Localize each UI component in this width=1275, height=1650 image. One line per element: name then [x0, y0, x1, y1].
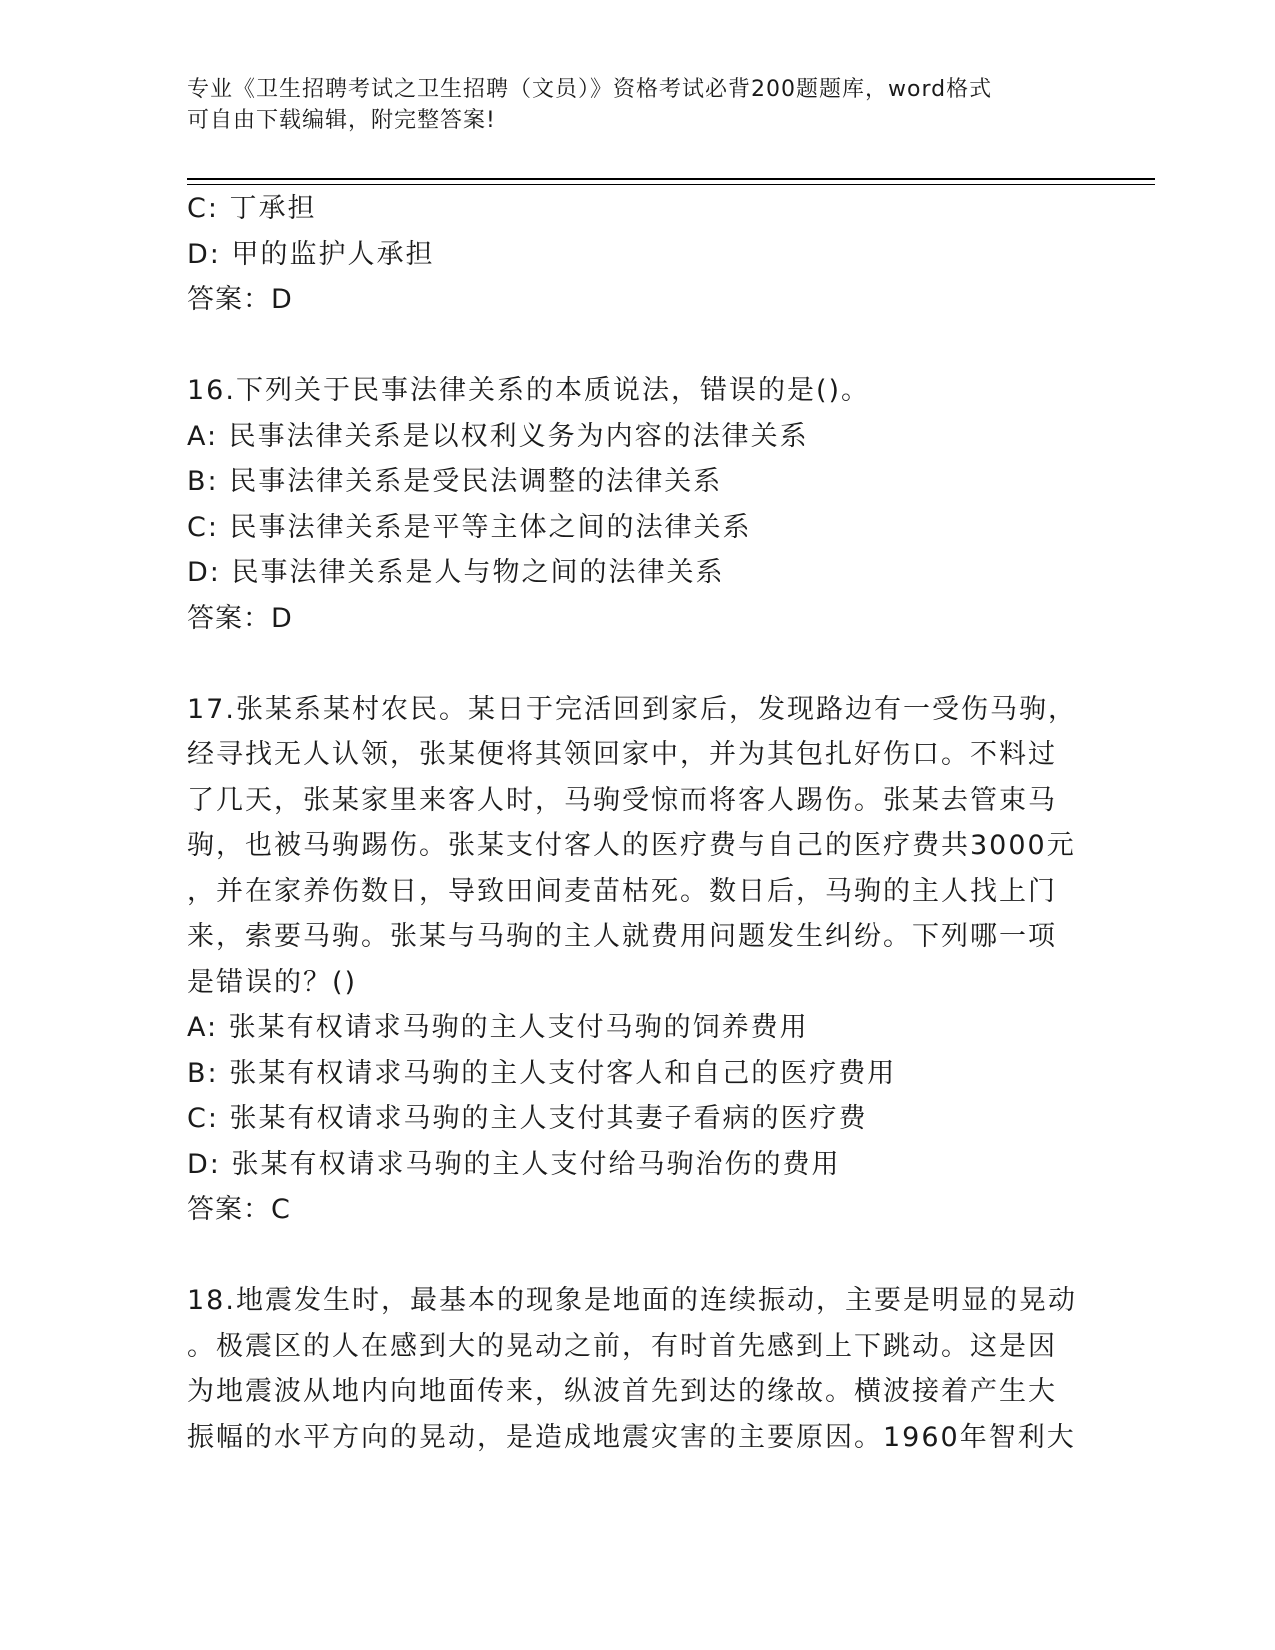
answer: 答案：D	[187, 602, 293, 634]
question-text: 18.地震发生时，最基本的现象是地面的连续振动，主要是明显的晃动	[187, 1285, 1077, 1316]
option-b: B: 张某有权请求马驹的主人支付客人和自己的医疗费用	[187, 1057, 897, 1089]
question-text: 是错误的？()	[187, 966, 358, 998]
question-text: 经寻找无人认领，张某便将其领回家中，并为其包扎好伤口。不料过	[187, 739, 1057, 770]
page-header	[187, 74, 1067, 136]
header-line-1: 专业《卫生招聘考试之卫生招聘（文员）》资格考试必背200题题库，word格式	[187, 77, 993, 102]
spacer	[187, 323, 1087, 369]
page-content	[187, 186, 1087, 1460]
option-c: C: 丁承担	[187, 193, 317, 224]
option-d: D: 甲的监护人承担	[187, 238, 435, 270]
option-d: D: 张某有权请求马驹的主人支付给马驹治伤的费用	[187, 1148, 841, 1180]
question-17	[187, 687, 1087, 1233]
answer: 答案：C	[187, 1194, 291, 1225]
question-text: 16.下列关于民事法律关系的本质说法，错误的是()。	[187, 375, 871, 406]
option-b: B: 民事法律关系是受民法调整的法律关系	[187, 466, 723, 497]
option-c: C: 民事法律关系是平等主体之间的法律关系	[187, 511, 752, 543]
question-16	[187, 368, 1087, 641]
question-text: 了几天，张某家里来客人时，马驹受惊而将客人踢伤。张某去管束马	[187, 784, 1057, 816]
header-line-2: 可自由下载编辑，附完整答案!	[187, 108, 496, 133]
spacer	[187, 1233, 1087, 1279]
spacer	[187, 641, 1087, 687]
answer: 答案：D	[187, 284, 293, 315]
question-text: 来，索要马驹。张某与马驹的主人就费用问题发生纠纷。下列哪一项	[187, 921, 1057, 952]
question-text: 。极震区的人在感到大的晃动之前，有时首先感到上下跳动。这是因	[187, 1330, 1057, 1362]
header-divider-thick	[187, 178, 1155, 180]
question-text: ，并在家养伤数日，导致田间麦苗枯死。数日后，马驹的主人找上门	[187, 875, 1057, 907]
question-text: 为地震波从地内向地面传来，纵波首先到达的缘故。横波接着产生大	[187, 1376, 1057, 1407]
option-c: C: 张某有权请求马驹的主人支付其妻子看病的医疗费	[187, 1103, 868, 1134]
header-divider-thin	[187, 184, 1155, 185]
question-18	[187, 1278, 1087, 1460]
option-a: A: 张某有权请求马驹的主人支付马驹的饲养费用	[187, 1012, 809, 1043]
question-text: 17.张某系某村农民。某日于完活回到家后，发现路边有一受伤马驹，	[187, 693, 1077, 725]
continued-question	[187, 186, 1087, 323]
question-text: 振幅的水平方向的晃动，是造成地震灾害的主要原因。1960年智利大	[187, 1421, 1076, 1453]
option-a: A: 民事法律关系是以权利义务为内容的法律关系	[187, 420, 809, 452]
question-text: 驹，也被马驹踢伤。张某支付客人的医疗费与自己的医疗费共3000元	[187, 830, 1076, 861]
option-d: D: 民事法律关系是人与物之间的法律关系	[187, 557, 725, 588]
